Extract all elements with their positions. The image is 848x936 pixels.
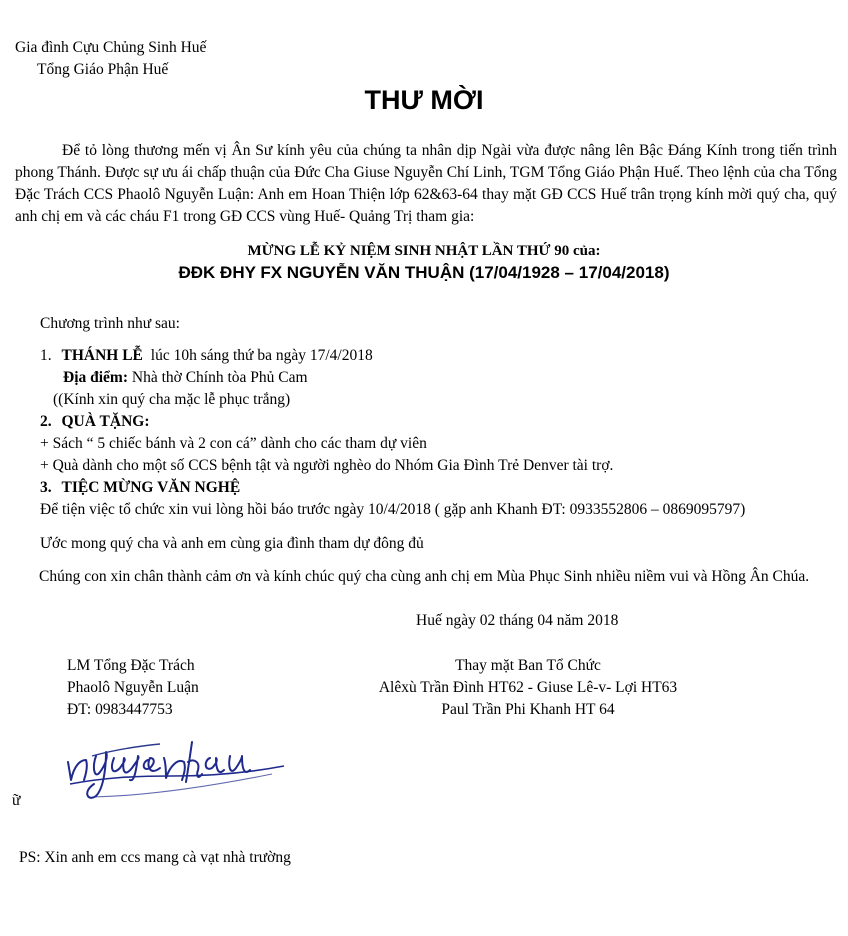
org-name: Gia đình Cựu Chủng Sinh Huế: [15, 39, 207, 56]
gift-line-2: + Quà dành cho một số CCS bệnh tật và người nghèo do Nhóm Gia Đình Trẻ Denver tài trợ.: [40, 457, 614, 474]
program-intro: Chương trình như sau:: [40, 315, 180, 332]
left-signatory-name: Phaolô Nguyễn Luận: [67, 679, 199, 696]
date-line: Huế ngày 02 tháng 04 năm 2018: [416, 612, 619, 629]
left-signatory-phone: ĐT: 0983447753: [67, 701, 173, 718]
note-text: (Kính xin quý cha mặc lễ phục trắng): [58, 391, 291, 408]
program-item-1: [40, 345, 373, 367]
thanks-paragraph: Chúng con xin chân thành cảm ơn và kính chúc quý cha cùng anh chị em Mùa Phục Sinh nhiều niềm vui và Hồng Ân Chúa.: [39, 568, 810, 585]
right-signatory-khanh: Paul Trần Phi Khanh HT 64: [441, 701, 615, 718]
right-signatory-names: Alêxù Trần Đình HT62 - Giuse Lê-v- Lợi HT63: [378, 679, 678, 696]
stray-character: ữ: [12, 792, 21, 809]
handwritten-signature: [22, 722, 322, 812]
letter-title: THƯ MỜI: [364, 85, 484, 115]
program-item-3: [40, 477, 240, 499]
item-number: 1.: [40, 347, 52, 364]
closing-wish: Ước mong quý cha và anh em cùng gia đình tham dự đông đủ: [40, 535, 424, 552]
place-value: Nhà thờ Chính tòa Phủ Cam: [131, 369, 308, 386]
event-heading: MỪNG LỄ KỶ NIỆM SINH NHẬT LẦN THỨ 90 của:: [247, 243, 601, 259]
program-item-1-place: [63, 367, 308, 389]
item-title-gifts: QUÀ TẶNG:: [61, 413, 150, 430]
item-number: 3.: [40, 479, 52, 496]
place-label: Địa điểm:: [63, 369, 129, 386]
gift-line-1: + Sách “ 5 chiếc bánh và 2 con cá” dành cho các tham dự viên: [40, 435, 427, 452]
program-item-1-note: [53, 389, 290, 411]
item-title-mass: THÁNH LỄ: [61, 347, 143, 364]
org-diocese: Tổng Giáo Phận Huế: [37, 61, 169, 78]
postscript: PS: Xin anh em ccs mang cà vạt nhà trường: [19, 849, 291, 866]
left-signatory-title: LM Tổng Đặc Trách: [67, 657, 195, 674]
note-prefix: (: [53, 391, 59, 408]
intro-paragraph: Để tỏ lòng thương mến vị Ân Sư kính yêu của chúng ta nhân dịp Ngài vừa được nâng lên Bậc Đáng Kính trong tiến trình phong Thánh. Được sự ưu ái chấp thuận của Đức Cha Giuse Nguyễn Chí Linh, TGM Tổng Giáo Phận Huế. Theo lệnh của cha Tổng Đặc Trách CCS Phaolô Nguyễn Luận: Anh em Hoan Thiện lớp 62&63-64 thay mặt GĐ CCS Huế trân trọng kính mời quý cha, quý anh chị em và các cháu F1 trong GĐ CCS vùng Huế- Quảng Trị tham gia:: [15, 142, 837, 225]
program-item-2: [40, 411, 149, 433]
item-time: lúc 10h sáng thứ ba ngày 17/4/2018: [150, 347, 373, 364]
event-honoree: ĐĐK ĐHY FX NGUYỄN VĂN THUẬN (17/04/1928 – 17/04/2018): [178, 263, 670, 282]
rsvp-note: Để tiện việc tổ chức xin vui lòng hồi báo trước ngày 10/4/2018 ( gặp anh Khanh ĐT: 0933552806 – 0869095797): [40, 501, 746, 518]
item-title-party: TIỆC MỪNG VĂN NGHỆ: [61, 479, 241, 496]
item-number: 2.: [40, 413, 52, 430]
right-signatory-title: Thay mặt Ban Tổ Chức: [455, 657, 601, 674]
